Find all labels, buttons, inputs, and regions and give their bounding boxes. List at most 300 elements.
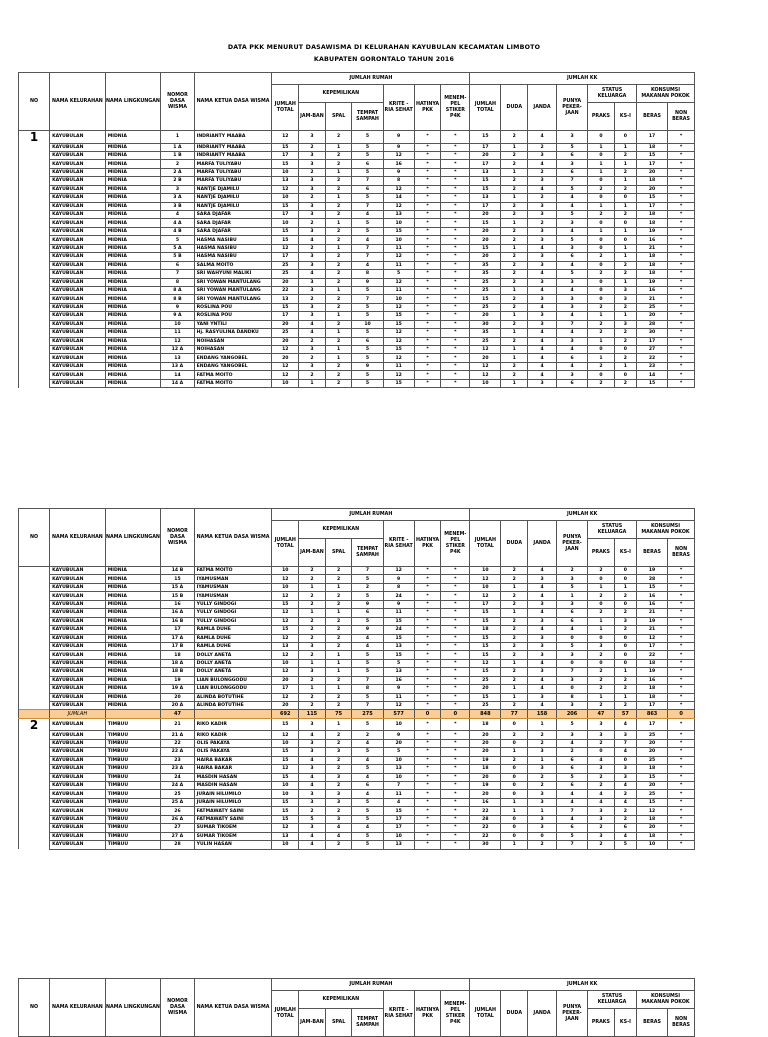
table-cell: KAYUBULAN [50,329,106,337]
table-cell: INDRIANTY MAABA [194,131,272,144]
table-cell: KAYUBULAN [50,815,106,823]
table-row [19,236,695,244]
table-cell: 20 [637,168,668,176]
table-cell: 20 [637,185,668,193]
table-cell: * [441,782,470,790]
table-cell: 17 [161,626,194,634]
table-cell: * [441,320,470,328]
section-number [19,651,50,659]
table-cell: 2 [501,211,528,219]
table-cell: 20 [470,739,501,747]
table-cell: 1 [325,244,352,252]
table-cell: 20 [637,748,668,756]
table-cell: 1 [614,160,636,168]
table-cell: * [441,609,470,617]
table-cell: 9 [383,131,414,144]
table-cell: 2 [528,841,557,849]
table-cell: 12 [272,651,299,659]
table-cell: * [414,676,441,684]
table-cell: 3 [528,642,557,650]
header-nama-lingkungan: NAMA LINGKUNGAN [105,979,161,1037]
table-cell: OLIS PAKAYA [194,739,272,747]
table-cell: * [414,329,441,337]
table-cell: ENDANG YANGOBEL [194,354,272,362]
table-cell: 18 [637,815,668,823]
header-jumlah-kk: JUMLAH KK [470,73,695,85]
table-cell: * [414,731,441,739]
table-cell: 2 [325,841,352,849]
table-cell: * [414,609,441,617]
table-cell: 0 [501,718,528,731]
table-cell: KAYUBULAN [50,651,106,659]
table-cell: 0 [501,739,528,747]
table-cell: 3 [528,600,557,608]
table-row [19,756,695,764]
table-cell: 3 [614,765,636,773]
section-number [19,773,50,781]
table-cell: 15 [470,634,501,642]
table-cell: 15 [272,236,299,244]
table-cell: * [441,227,470,235]
table-cell: 5 [383,270,414,278]
table-cell: 2 [501,131,528,144]
table-cell: MIDNIA [105,668,161,676]
table-cell: 12 [470,592,501,600]
section-number [19,227,50,235]
table-cell: 7 [352,702,383,710]
table-cell: 2 [588,185,615,193]
table-cell: 5 [352,219,383,227]
table-cell: 1 [588,143,615,151]
table-cell: 4 [299,832,326,840]
table-cell: 0 [414,710,441,718]
table-cell: 0 [588,219,615,227]
table-cell: SUMAR TIKOEM [194,824,272,832]
table-cell: 11 [383,286,414,294]
table-cell: 15 [383,346,414,354]
section-number [19,270,50,278]
table-cell: 5 [352,693,383,701]
table-cell: 4 [588,756,615,764]
table-cell: 12 [272,185,299,193]
table-cell: 1 [325,668,352,676]
header-nama-ketua: NAMA KETUA DASA WISMA [194,73,272,131]
table-cell: 2 [614,168,636,176]
table-cell: 4 [556,798,587,806]
table-cell: ROSLINA POU [194,303,272,311]
table-row [19,592,695,600]
table-cell: MASDIN HASAN [194,782,272,790]
header-kriteria-sehat: KRITE - RIA SEHAT [383,991,414,1037]
table-cell: MIDNIA [105,575,161,583]
table-cell: * [441,583,470,591]
table-cell: * [414,295,441,303]
table-cell: 18 [470,626,501,634]
table-cell: 16 [470,798,501,806]
document-subtitle: KABUPATEN GORONTALO TAHUN 2016 [313,56,455,63]
table-cell: * [414,634,441,642]
table-cell: 5 [352,286,383,294]
header-konsumsi: KONSUMSI MAKANAN POKOK [637,521,695,539]
table-row [19,312,695,320]
table-cell: 2 [588,567,615,575]
table-cell: MIDNIA [105,202,161,210]
header-tempat-sampah: TEMPAT SAMPAH [352,539,383,567]
table-cell: 19 [637,278,668,286]
table-cell: 19 [470,756,501,764]
table-cell: 2 [325,702,352,710]
table-cell: 1 [299,659,326,667]
table-cell: DOLLY ANETA [194,668,272,676]
table-cell: 0 [668,710,695,718]
table-cell: 0 [588,194,615,202]
table-cell: 3 [299,253,326,261]
section-number [19,642,50,650]
table-cell: 4 [556,790,587,798]
table-cell: 2 [614,592,636,600]
table-cell: 35 [470,329,501,337]
table-row [19,329,695,337]
table-cell: * [414,354,441,362]
table-cell: 12 [272,617,299,625]
table-cell: 20 [272,702,299,710]
table-cell: 2 [325,693,352,701]
table-cell: * [414,832,441,840]
table-cell: 10 [383,219,414,227]
table-cell: 4 [614,782,636,790]
table-cell: 1 [614,244,636,252]
table-cell: 4 [556,312,587,320]
table-cell: 2 [325,278,352,286]
table-cell: 5 [352,592,383,600]
table-cell: 11 [383,362,414,370]
table-row [19,303,695,311]
table-cell: * [668,177,695,185]
table-cell: 20 [272,337,299,345]
table-cell: * [668,185,695,193]
table-cell: 1 [614,583,636,591]
table-cell: 0 [556,659,587,667]
table-cell: 3 [588,815,615,823]
table-cell: * [414,773,441,781]
table-cell: 3 [299,668,326,676]
table-cell: 1 [325,685,352,693]
table-cell: LIAN BULONGGODU [194,685,272,693]
table-cell: MIDNIA [105,261,161,269]
table-cell: 17 [637,702,668,710]
table-row [19,286,695,294]
table-cell: * [414,168,441,176]
table-cell: 0 [528,832,557,840]
header-no: NO [19,979,50,1037]
table-cell: * [441,702,470,710]
table-cell: KAYUBULAN [50,236,106,244]
table-cell: KAYUBULAN [50,211,106,219]
table-cell: 12 [272,346,299,354]
table-cell: KAYUBULAN [50,168,106,176]
table-cell: 0 [588,371,615,379]
table-cell: * [441,371,470,379]
table-cell: 6 [352,337,383,345]
table-cell: 6 [614,824,636,832]
table-cell: 5 [352,651,383,659]
table-cell: * [441,832,470,840]
table-cell: 4 [614,718,636,731]
jumlah-total-row [19,710,695,718]
table-cell: 14 [637,371,668,379]
table-cell: 1 [501,748,528,756]
table-cell: 4 [528,626,557,634]
header-menempel-stiker: MENEM-PEL STIKER P4K [441,85,470,131]
table-cell: * [441,634,470,642]
table-cell: 5 [352,575,383,583]
section-number [19,702,50,710]
table-cell: KAYUBULAN [50,702,106,710]
table-cell: 20 [637,739,668,747]
table-cell: 4 [588,798,615,806]
table-cell: 3 [528,575,557,583]
table-cell: 4 [299,329,326,337]
table-cell: 15 [470,295,501,303]
table-cell: 2 [352,583,383,591]
table-cell: 2 [325,642,352,650]
table-cell: 24 [383,626,414,634]
table-cell: * [668,651,695,659]
table-cell: 1 [614,362,636,370]
table-cell: MIDNIA [105,320,161,328]
table-cell: 4 [556,194,587,202]
section-number [19,832,50,840]
table-cell: 16 [637,286,668,294]
table-cell: 5 [556,185,587,193]
table-cell: 5 [352,131,383,144]
table-cell: * [414,303,441,311]
table-cell: 16 [383,676,414,684]
table-cell: 17 [272,685,299,693]
table-cell: 0 [441,710,470,718]
table-cell: FATMAWATY SAINI [194,807,272,815]
table-cell: 6 [556,824,587,832]
table-cell: 20 [470,236,501,244]
table-cell: 1 [325,609,352,617]
table-cell: 2 [161,160,194,168]
table-cell: 2 [614,329,636,337]
table-cell: * [668,567,695,575]
table-cell: KAYUBULAN [50,617,106,625]
table-cell: 2 [528,782,557,790]
section-number [19,211,50,219]
table-cell: * [668,626,695,634]
table-row [19,244,695,252]
table-cell: 2 [588,362,615,370]
section-number [19,379,50,387]
table-cell: 6 [352,782,383,790]
table-cell: 2 [325,227,352,235]
table-cell: 0 [501,773,528,781]
table-cell: KAYUBULAN [50,185,106,193]
table-cell: 8 [352,685,383,693]
table-cell: KAYUBULAN [50,592,106,600]
table-cell: FATMAWATY SAINI [194,815,272,823]
table-cell: * [414,151,441,159]
table-cell: 1 [325,168,352,176]
table-cell: 17 [470,202,501,210]
table-cell: 18 [637,685,668,693]
table-cell: 0 [614,651,636,659]
table-cell: 12 [272,575,299,583]
table-cell: 2 [501,261,528,269]
table-cell: 2 [501,227,528,235]
table-cell: 2 [352,731,383,739]
table-cell: 9 [352,362,383,370]
table-cell: 1 [614,693,636,701]
table-cell: 28 [470,815,501,823]
table-cell: 2 [325,617,352,625]
table-cell: HAIRA BAKAR [194,756,272,764]
header-jamban: JAM-BAN [299,1009,326,1037]
table-cell: * [668,600,695,608]
table-cell: * [414,270,441,278]
table-cell: 3 [556,676,587,684]
table-cell: 5 [556,583,587,591]
table-cell: * [668,824,695,832]
table-cell: 19 [637,567,668,575]
table-cell: MIDNIA [105,659,161,667]
table-cell: 2 [325,185,352,193]
header-spal: SPAL [325,103,352,131]
table-cell: 10 [637,841,668,849]
table-cell: KAYUBULAN [50,634,106,642]
header-jumlah-kk: JUMLAH KK [470,509,695,521]
table-cell: 19 [161,676,194,684]
table-cell: 10 [383,773,414,781]
table-cell: 2 [325,295,352,303]
table-cell: 20 [470,773,501,781]
header-jumlah-rumah: JUMLAH RUMAH [272,73,470,85]
table-cell: KAYUBULAN [50,642,106,650]
table-cell: * [441,168,470,176]
table-cell: * [668,202,695,210]
table-cell: 13 [383,841,414,849]
table-cell: 20 [470,731,501,739]
table-cell: KAYUBULAN [50,782,106,790]
table-cell: 9 [352,278,383,286]
table-cell: 863 [637,710,668,718]
table-cell: * [668,303,695,311]
table-cell: 6 [556,168,587,176]
table-cell: 11 [383,790,414,798]
table-cell: KAYUBULAN [50,626,106,634]
table-cell: 4 [325,824,352,832]
table-cell: 17 [637,337,668,345]
table-cell: 12 [383,303,414,311]
table-cell: 2 [501,320,528,328]
table-cell: 2 [614,807,636,815]
table-cell: * [668,815,695,823]
table-cell: * [414,253,441,261]
table-cell: 2 [588,379,615,387]
table-cell: * [414,219,441,227]
table-cell: HASMA NASIBU [194,253,272,261]
document-title: DATA PKK MENURUT DASAWISMA DI KELURAHAN KAYUBULAN KECAMATAN LIMBOTO [227,44,541,51]
table-cell: 15 [470,244,501,252]
table-cell: 5 [352,807,383,815]
table-cell: IYAMUSMAN [194,583,272,591]
section-number [19,286,50,294]
table-cell: KAYUBULAN [50,362,106,370]
table-cell: 18 [637,270,668,278]
table-cell: 20 [637,312,668,320]
pkk-table-3 [18,978,695,1037]
header-jumlah-rumah: JUMLAH RUMAH [272,509,470,521]
section-number [19,626,50,634]
table-cell: 5 [352,617,383,625]
table-cell: 15 [272,798,299,806]
table-cell: 4 [528,354,557,362]
table-cell: * [441,329,470,337]
table-cell: 4 [299,782,326,790]
table-cell: 3 [556,244,587,252]
table-row [19,168,695,176]
table-cell: 15 [383,617,414,625]
table-cell: 3 [299,286,326,294]
table-cell: 75 [325,710,352,718]
table-cell: KAYUBULAN [50,718,106,731]
table-cell: 2 [501,160,528,168]
table-cell: 2 [588,782,615,790]
table-cell: TIMBUU [105,824,161,832]
table-cell: KAYUBULAN [50,693,106,701]
header-kepemilikan: KEPEMILIKAN [299,521,383,539]
table-cell: 1 [299,583,326,591]
table-cell: 8 A [161,286,194,294]
table-cell: MIDNIA [105,278,161,286]
table-cell: 9 [352,626,383,634]
table-cell: SARA DJAFAR [194,227,272,235]
table-cell: 6 [556,617,587,625]
header-jumlah-kk: JUMLAH KK [470,979,695,991]
table-cell: 1 [501,354,528,362]
section-number [19,168,50,176]
table-cell: 4 [299,236,326,244]
table-cell: KAYUBULAN [50,337,106,345]
table-cell: 1 [528,756,557,764]
table-cell: * [441,600,470,608]
table-cell: 4 [528,676,557,684]
table-cell: 2 [325,676,352,684]
table-cell: 9 [383,731,414,739]
table-cell: HAIRA BAKAR [194,765,272,773]
table-cell: 25 [470,303,501,311]
table-cell: 2 [325,731,352,739]
table-cell: 15 [383,807,414,815]
table-cell: 7 [556,177,587,185]
table-cell: TIMBUU [105,748,161,756]
table-cell: 25 [470,676,501,684]
table-cell: 5 [352,227,383,235]
table-cell: KAYUBULAN [50,756,106,764]
table-row [19,748,695,756]
table-cell: 577 [383,710,414,718]
table-cell: 2 [588,739,615,747]
table-cell: TIMBUU [105,798,161,806]
table-cell: 2 [325,362,352,370]
table-cell: 4 [528,185,557,193]
table-cell: MIDNIA [105,685,161,693]
table-cell: * [441,185,470,193]
table-cell: 3 [299,718,326,731]
table-cell: TIMBUU [105,841,161,849]
